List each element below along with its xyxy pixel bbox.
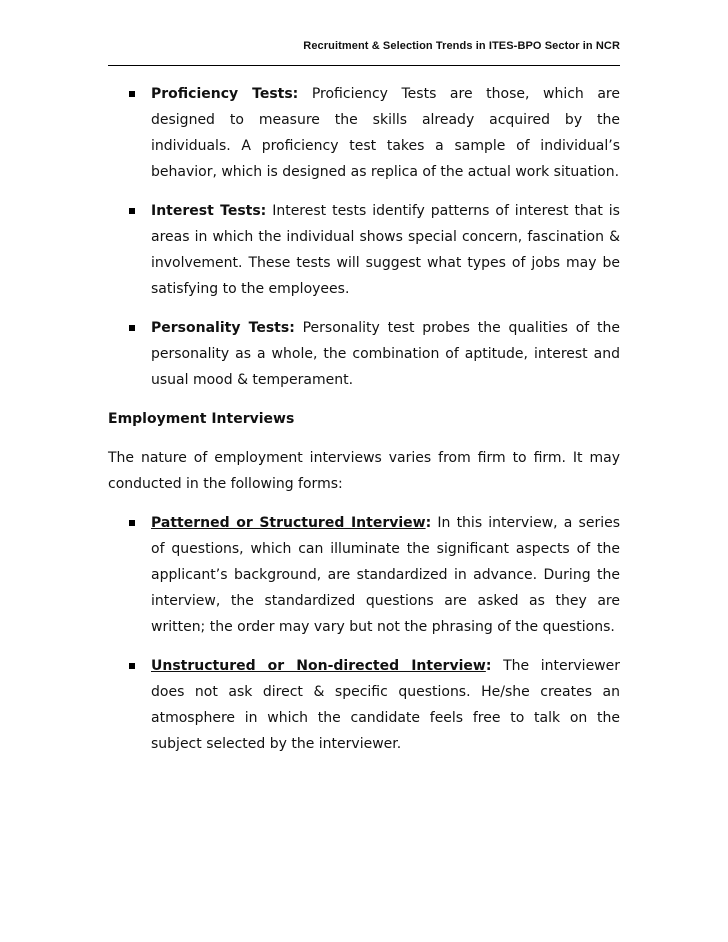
bullet-personality-tests [108,315,620,393]
square-bullet-icon [129,208,135,214]
square-bullet-icon [129,91,135,97]
header-rule [108,65,620,66]
page-body [108,81,620,770]
section-heading: Employment Interviews [108,411,295,427]
bullet-text: In this interview, a series of questions, which can illuminate the significant aspects of the applicant’s background, are standardized in advance. During the interview, the standardized questions are asked as they are written; the order may vary but not the phrasing of the questions. [151,515,621,635]
bullet-term: Proficiency Tests: [151,86,299,102]
term-colon: : [485,658,492,674]
bullet-text: The interviewer does not ask direct & specific questions. He/she creates an atmosphere in which the candidate feels free to talk on the subject selected by the interviewer. [151,658,621,752]
intro-paragraph: The nature of employment interviews varies from firm to firm. It may conducted in the following forms: [108,450,620,492]
bullet-structured-interview [108,510,620,640]
bullet-proficiency-tests [108,81,620,185]
bullet-interest-tests [108,198,620,302]
bullet-term: Unstructured or Non-directed Interview [151,658,486,674]
running-header: Recruitment & Selection Trends in ITES-BPO Sector in NCR [303,40,620,52]
bullet-text: Proficiency Tests are those, which are designed to measure the skills already acquired by the individuals. A proficiency test takes a sample of individual’s behavior, which is designed as replica of the actual work situation. [151,86,620,180]
bullet-unstructured-interview [108,653,620,757]
bullet-text: Interest tests identify patterns of interest that is areas in which the individual shows special concern, fascination & involvement. These tests will suggest what types of jobs may be satisfying to the employees. [151,203,620,297]
bullet-term: Patterned or Structured Interview [151,515,426,531]
square-bullet-icon [129,325,135,331]
bullet-term: Interest Tests: [151,203,267,219]
bullet-text: Personality test probes the qualities of the personality as a whole, the combination of aptitude, interest and usual mood & temperament. [151,320,620,388]
square-bullet-icon [129,520,135,526]
bullet-term: Personality Tests: [151,320,295,336]
term-colon: : [425,515,432,531]
square-bullet-icon [129,663,135,669]
